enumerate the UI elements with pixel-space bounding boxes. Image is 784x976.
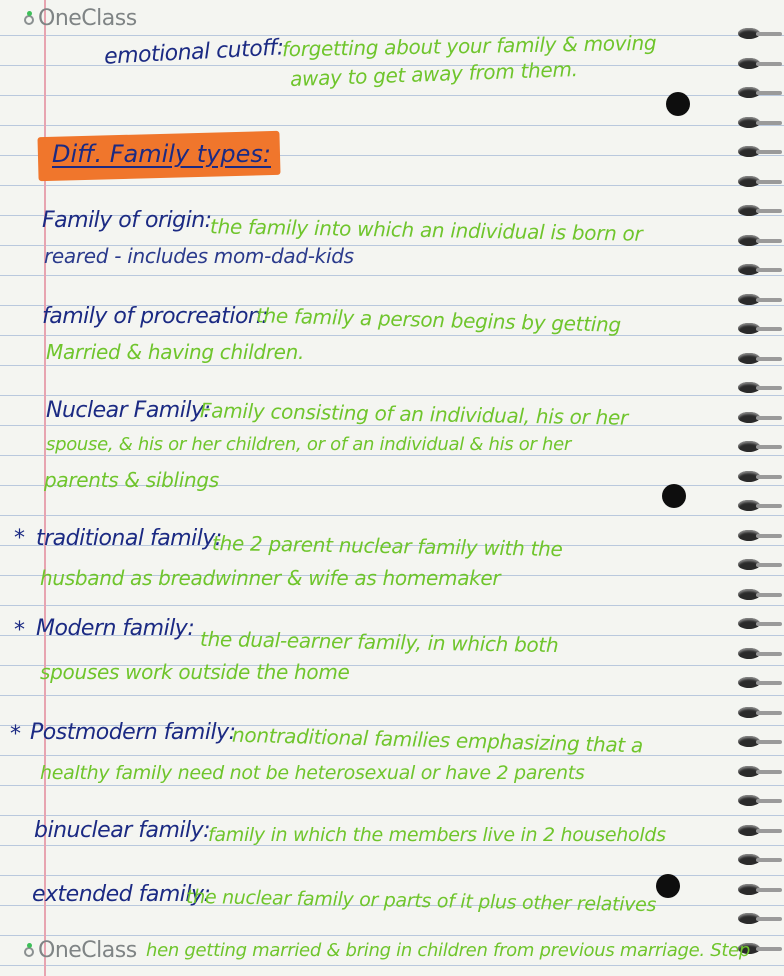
punch-hole: [662, 484, 686, 508]
spiral-coil: [736, 58, 780, 70]
punch-hole: [666, 92, 690, 116]
definition-line: healthy family need not be heterosexual or have 2 parents: [40, 762, 585, 784]
spiral-coil: [736, 677, 780, 689]
coil-wire: [756, 386, 782, 390]
coil-wire: [756, 711, 782, 715]
spiral-coil: [736, 412, 780, 424]
oneclass-logo-icon: [22, 11, 36, 27]
term-binuclear-family: binuclear family:: [34, 818, 211, 843]
coil-wire: [756, 888, 782, 892]
coil-wire: [756, 91, 782, 95]
coil-wire: [756, 652, 782, 656]
term-traditional-family: traditional family:: [36, 526, 222, 551]
term-emotional-cutoff: emotional cutoff:: [103, 35, 285, 70]
spiral-coil: [736, 235, 780, 247]
spiral-coil: [736, 264, 780, 276]
coil-wire: [756, 416, 782, 420]
coil-wire: [756, 121, 782, 125]
coil-wire: [756, 239, 782, 243]
coil-wire: [756, 504, 782, 508]
definition-line: Married & having children.: [46, 340, 305, 364]
page-heading: Diff. Family types:: [52, 140, 271, 168]
spiral-coil: [736, 323, 780, 335]
spiral-coil: [736, 500, 780, 512]
spiral-coil: [736, 559, 780, 571]
spiral-coil: [736, 530, 780, 542]
definition-line: forgetting about your family & moving: [281, 30, 657, 62]
spiral-coil: [736, 913, 780, 925]
term-postmodern-family: Postmodern family:: [30, 720, 236, 745]
oneclass-logo-bottom: [22, 938, 137, 963]
term-family-of-origin: Family of origin:: [42, 208, 212, 233]
coil-wire: [756, 917, 782, 921]
spiral-coil: [736, 205, 780, 217]
definition-line: spouse, & his or her children, or of an individual & his or her: [46, 434, 572, 455]
coil-wire: [756, 209, 782, 213]
spiral-coil: [736, 795, 780, 807]
definition-line: nontraditional families emphasizing that a: [231, 722, 644, 758]
spiral-binding: [734, 0, 784, 976]
coil-wire: [756, 829, 782, 833]
spiral-coil: [736, 471, 780, 483]
definition-line: husband as breadwinner & wife as homemaker: [40, 566, 501, 590]
coil-wire: [756, 150, 782, 154]
term-extended-family: extended family:: [32, 882, 211, 907]
coil-wire: [756, 563, 782, 567]
term-family-of-procreation: family of procreation:: [42, 304, 269, 329]
coil-wire: [756, 799, 782, 803]
coil-wire: [756, 475, 782, 479]
coil-wire: [756, 740, 782, 744]
spiral-coil: [736, 854, 780, 866]
spiral-coil: [736, 441, 780, 453]
spiral-coil: [736, 825, 780, 837]
oneclass-logo-text: OneClass: [38, 938, 137, 963]
spiral-coil: [736, 176, 780, 188]
coil-wire: [756, 268, 782, 272]
definition-line: the 2 parent nuclear family with the: [211, 530, 563, 562]
coil-wire: [756, 298, 782, 302]
coil-wire: [756, 180, 782, 184]
spiral-coil: [736, 589, 780, 601]
oneclass-logo-text: OneClass: [38, 6, 137, 31]
definition-line: parents & siblings: [44, 468, 219, 492]
spiral-coil: [736, 353, 780, 365]
spiral-coil: [736, 146, 780, 158]
spiral-coil: [736, 884, 780, 896]
spiral-coil: [736, 117, 780, 129]
definition-line: the nuclear family or parts of it plus other relatives: [185, 885, 657, 917]
coil-wire: [756, 770, 782, 774]
spiral-coil: [736, 736, 780, 748]
definition-line: away to get away from them.: [289, 56, 579, 92]
definition-line: spouses work outside the home: [40, 660, 350, 684]
coil-wire: [756, 593, 782, 597]
coil-wire: [756, 534, 782, 538]
spiral-coil: [736, 707, 780, 719]
coil-wire: [756, 947, 782, 951]
definition-line: reared - includes mom-dad-kids: [44, 244, 354, 268]
definition-line: the family a person begins by getting: [255, 303, 622, 337]
oneclass-logo-top: [22, 6, 137, 31]
coil-wire: [756, 681, 782, 685]
star-marker: *: [14, 526, 25, 551]
coil-wire: [756, 32, 782, 36]
coil-wire: [756, 62, 782, 66]
oneclass-logo-icon: [22, 943, 36, 959]
star-marker: *: [10, 722, 21, 747]
spiral-coil: [736, 28, 780, 40]
punch-hole: [656, 874, 680, 898]
spiral-coil: [736, 618, 780, 630]
coil-wire: [756, 622, 782, 626]
definition-line: the dual-earner family, in which both: [199, 626, 559, 658]
coil-wire: [756, 858, 782, 862]
coil-wire: [756, 445, 782, 449]
spiral-coil: [736, 648, 780, 660]
term-nuclear-family: Nuclear Family:: [46, 398, 211, 423]
definition-line: family in which the members live in 2 households: [208, 824, 666, 846]
spiral-coil: [736, 294, 780, 306]
spiral-coil: [736, 766, 780, 778]
coil-wire: [756, 327, 782, 331]
star-marker: *: [14, 618, 25, 643]
definition-line: the family into which an individual is born or: [209, 214, 643, 246]
spiral-coil: [736, 87, 780, 99]
definition-line: hen getting married & bring in children from previous marriage. Step: [146, 940, 750, 961]
spiral-coil: [736, 382, 780, 394]
term-modern-family: Modern family:: [36, 616, 195, 641]
coil-wire: [756, 357, 782, 361]
definition-line: Family consisting of an individual, his or her: [199, 398, 629, 430]
